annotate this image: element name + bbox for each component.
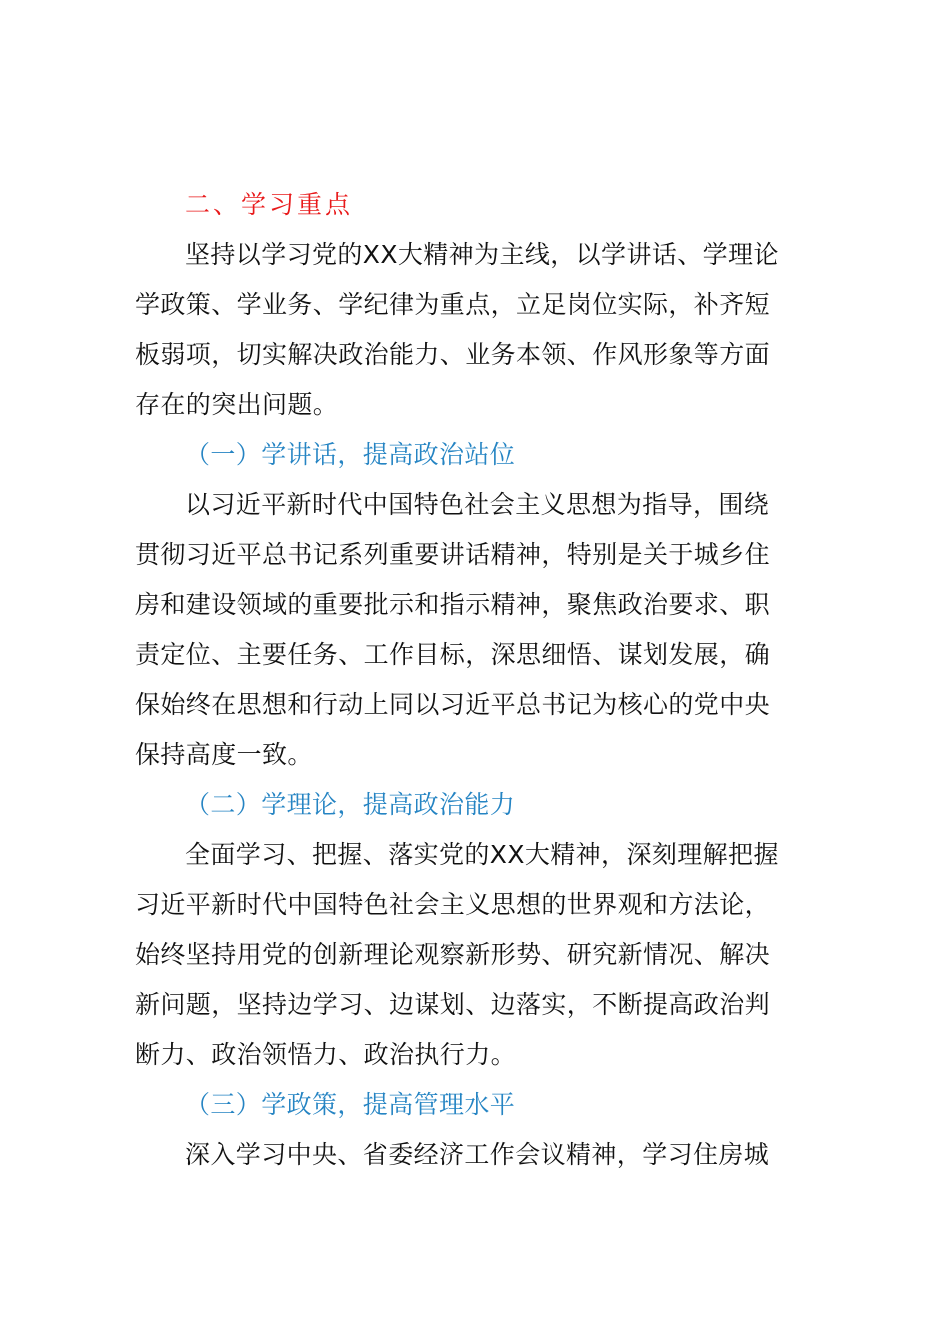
paragraph-line: 全面学习、把握、落实党的XX大精神，深刻理解把握 bbox=[185, 840, 779, 869]
section-title: 二、学习重点 bbox=[185, 190, 354, 219]
subsection-2-paragraph bbox=[135, 830, 835, 1080]
intro-paragraph bbox=[135, 230, 835, 430]
paragraph-line: 责定位、主要任务、工作目标，深思细悟、谋划发展，确 bbox=[135, 640, 771, 669]
paragraph-line: 保始终在思想和行动上同以习近平总书记为核心的党中央 bbox=[135, 690, 771, 719]
subsection-1-paragraph bbox=[135, 480, 835, 780]
document-body bbox=[135, 180, 835, 1180]
paragraph-line: 板弱项，切实解决政治能力、业务本领、作风形象等方面 bbox=[135, 340, 771, 369]
paragraph-line: 深入学习中央、省委经济工作会议精神，学习住房城 bbox=[185, 1140, 770, 1169]
paragraph-line: 保持高度一致。 bbox=[135, 740, 313, 769]
paragraph-line: 以习近平新时代中国特色社会主义思想为指导，围绕 bbox=[185, 490, 770, 519]
paragraph-line: 坚持以学习党的XX大精神为主线，以学讲话、学理论 bbox=[185, 240, 779, 269]
subsection-title-2: （二）学理论，提高政治能力 bbox=[185, 790, 516, 819]
subsection-title-1: （一）学讲话，提高政治站位 bbox=[185, 440, 516, 469]
paragraph-line: 房和建设领域的重要批示和指示精神，聚焦政治要求、职 bbox=[135, 590, 771, 619]
paragraph-line: 存在的突出问题。 bbox=[135, 390, 339, 419]
subsection-title-3: （三）学政策，提高管理水平 bbox=[185, 1090, 516, 1119]
paragraph-line: 习近平新时代中国特色社会主义思想的世界观和方法论， bbox=[135, 890, 771, 919]
paragraph-line: 新问题，坚持边学习、边谋划、边落实，不断提高政治判 bbox=[135, 990, 771, 1019]
paragraph-line: 断力、政治领悟力、政治执行力。 bbox=[135, 1040, 517, 1069]
paragraph-line: 贯彻习近平总书记系列重要讲话精神，特别是关于城乡住 bbox=[135, 540, 771, 569]
subsection-3-paragraph bbox=[135, 1130, 835, 1180]
paragraph-line: 始终坚持用党的创新理论观察新形势、研究新情况、解决 bbox=[135, 940, 771, 969]
paragraph-line: 学政策、学业务、学纪律为重点，立足岗位实际，补齐短 bbox=[135, 290, 771, 319]
